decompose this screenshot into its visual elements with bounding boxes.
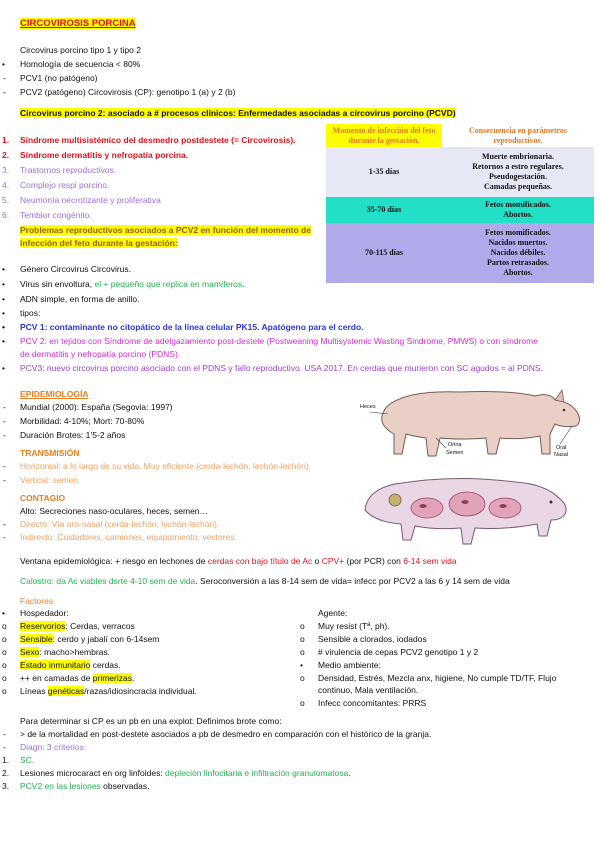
agente-title: Agente: xyxy=(318,608,348,618)
figure-label-oral: Oral xyxy=(556,445,567,451)
sow-transmission-figure xyxy=(355,470,575,552)
table-cell-consequence: Muerte embrionaria. Retornos a estro regulares. Pseudogestación. Camadas pequeñas. xyxy=(442,147,594,197)
contagio-alto: Alto: Secreciones naso-oculares, heces, semen… xyxy=(20,506,209,516)
bullet-marker: • xyxy=(2,59,5,69)
table-cell-consequence: Fetos momificados. Nacidos muertos. Nacidos débiles. Partos retrasados. Abortos. xyxy=(442,223,594,283)
table-row xyxy=(326,223,594,283)
calostro-line: Calostro: da Ac viables dsrte 4-10 sem de vida. Seroconversión a las 8-14 sem de vida= infecc por PCV2 a las 6 y 14 sem de vida xyxy=(20,576,510,586)
table-cell-period: 70-115 días xyxy=(326,223,442,283)
table-header: Momento de infección del feto durante la gestación. xyxy=(326,124,442,147)
bullet-marker: - xyxy=(3,87,6,97)
section-heading-factores: Factores xyxy=(20,596,54,606)
reproductive-table xyxy=(326,124,594,283)
brote-intro: Para determinar si CP es un pb en una explot: Definimos brote como: xyxy=(20,716,282,726)
intro-bullet-text: PCV1 (no patógeno) xyxy=(20,73,98,83)
ventana-epidemiologica: Ventana epidemiológica: + riesgo en lechones de cerdas con bajo título de Ac o CPV+ (por PCR) con 6-14 sem vida xyxy=(20,556,457,566)
intro-line: Circovirus porcino tipo 1 y tipo 2 xyxy=(20,45,141,55)
figure-label-heces: Heces xyxy=(360,404,376,410)
table-row xyxy=(326,147,594,197)
figure-label-nasal: Nasal xyxy=(554,452,569,458)
section-heading-contagio: CONTAGIO xyxy=(20,493,66,503)
table-cell-consequence: Fetos momificados. Abortos. xyxy=(442,197,594,223)
table-header: Consecuencia en parámetros reproductivos. xyxy=(442,124,594,147)
repro-heading: infección del feto durante la gestación: xyxy=(20,238,178,248)
sow-uterus-icon xyxy=(355,470,575,552)
figure-label-semen: Semen xyxy=(446,450,464,456)
intro-bullet-text: Homología de secuencia < 80% xyxy=(20,59,141,69)
intro-bullet-text: PCV2 (patógeno) Circovirosis (CP): genotipo 1 (a) y 2 (b) xyxy=(20,87,236,97)
section-heading-epidemiologia: EPIDEMIOLOGÍA xyxy=(20,389,89,399)
figure-label-orina: Orina xyxy=(448,442,462,448)
table-cell-period: 1-35 días xyxy=(326,147,442,197)
pig-excretion-figure xyxy=(350,382,590,464)
page-title: CIRCOVIROSIS PORCINA xyxy=(20,18,136,29)
bullet-marker: - xyxy=(3,73,6,83)
section-heading-transmision: TRANSMISIÓN xyxy=(20,448,80,458)
table-cell-period: 35-70 días xyxy=(326,197,442,223)
table-row xyxy=(326,197,594,223)
repro-heading: Problemas reproductivos asociados a PCV2 en función del momento de xyxy=(20,225,311,235)
pcvd-heading: Circovirus porcino 2: asociado a # procesos clínicos: Enfermedades asociadas a circovirus porcino (PCVD) xyxy=(20,108,456,118)
